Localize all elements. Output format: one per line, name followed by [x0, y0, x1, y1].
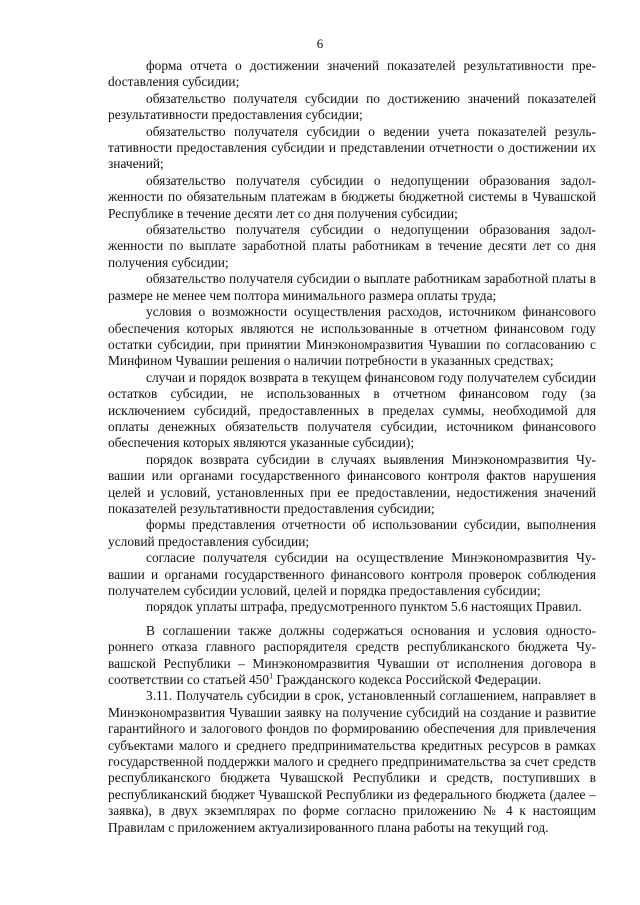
paragraph-unilateral-refusal: [108, 623, 596, 689]
paragraph-report-forms: формы представления отчетности об использовании субсидии, выполнения условий предоставления субсидии;: [108, 517, 596, 549]
page-number: 6: [316, 36, 324, 51]
paragraph-inspection-consent: согласие получателя субсидии на осуществление Минэкономразвития Чувашии и органами государственного финансового контроля проверок соблюдения получателем субсидии условий, целей и порядка предоставления субсидии;: [108, 550, 596, 598]
paragraph-obligation-wage-debt: обязательство получателя субсидии о недопущении образования задолженности по выплате заработной платы работникам в течение десяти лет со дня получения субсидии;: [108, 222, 596, 270]
paragraph-unused-balances: условия о возможности осуществления расходов, источником финансового обеспечения которых являются не использованные в отчетном финансовом году остатки субсидии, при принятии Минэкономразвития Чувашии по согласованию с Минфином Чувашии решения о наличии потребности в указанных средствах;: [108, 304, 596, 369]
refusal-text-after: Гражданского кодекса Российской Федерации.: [273, 672, 542, 688]
refusal-text-before: В соглашении также должны содержаться основания и условия одностороннего отказа главного распорядителя средств республиканского бюджета Чувашской Республики – Минэкономразвития Чувашии от исполнения договора в соответствии со статьей 450: [108, 622, 596, 688]
article-superscript: 1: [269, 671, 274, 681]
paragraph-return-violations: порядок возврата субсидии в случаях выявления Минэкономразвития Чувашии или органами государственного финансового контроля фактов нарушения целей и условий, установленных при ее предоставлении, недостижения значений показателей результативности предоставления субсидии;: [108, 451, 596, 516]
paragraph-return-balances: случаи и порядок возврата в текущем финансовом году получателем субсидии остатков субсидии, не использованных в отчетном финансовом году (за исключением субсидий, предоставленных в пределах суммы, необходимой для оплаты денежных обязательств получателя субсидии, источником финансового обеспечения которых являются указанные субсидии);: [108, 369, 596, 451]
paragraph-obligation-min-wage: обязательство получателя субсидии о выплате работникам заработной платы в размере не менее чем полтора минимального размера оплаты труда;: [108, 271, 596, 303]
document-body: [108, 58, 596, 836]
paragraph-clause-3-11: 3.11. Получатель субсидии в срок, установленный соглашением, направляет в Минэкономразвития Чувашии заявку на получение субсидий на создание и развитие гарантийного и залогового фондов по формированию обеспечения для привлечения субъектами малого и среднего предпринимательства кредитных ресурсов в рамках государственной поддержки малого и среднего предпринимательства за счет средств республиканского бюджета Чувашской Республики и средств, поступивших в республиканский бюджет Чувашской Республики из федерального бюджета (далее – заявка), в двух экземплярах по форме согласно приложению № 4 к настоящим Правилам с приложением актуализированного плана работы на текущий год.: [108, 688, 596, 835]
paragraph-penalty-procedure: порядок уплаты штрафа, предусмотренного пунктом 5.6 настоящих Правил.: [146, 599, 582, 615]
paragraph-report-form: форма отчета о достижении значений показателей результативности преdоставления субсидии;: [108, 58, 596, 90]
paragraph-obligation-tax-debt: обязательство получателя субсидии о недопущении образования задолженности по обязательным платежам в бюджеты бюджетной системы в Чувашской Республике в течение десяти лет со дня получения субсидии;: [108, 172, 596, 221]
paragraph-obligation-accounting: обязательство получателя субсидии о ведении учета показателей результативности предоставления субсидии и представлении отчетности о достижении их значений;: [108, 123, 596, 172]
paragraph-obligation-indicators: обязательство получателя субсидии по достижению значений показателей результативности предоставления субсидии;: [108, 90, 596, 123]
